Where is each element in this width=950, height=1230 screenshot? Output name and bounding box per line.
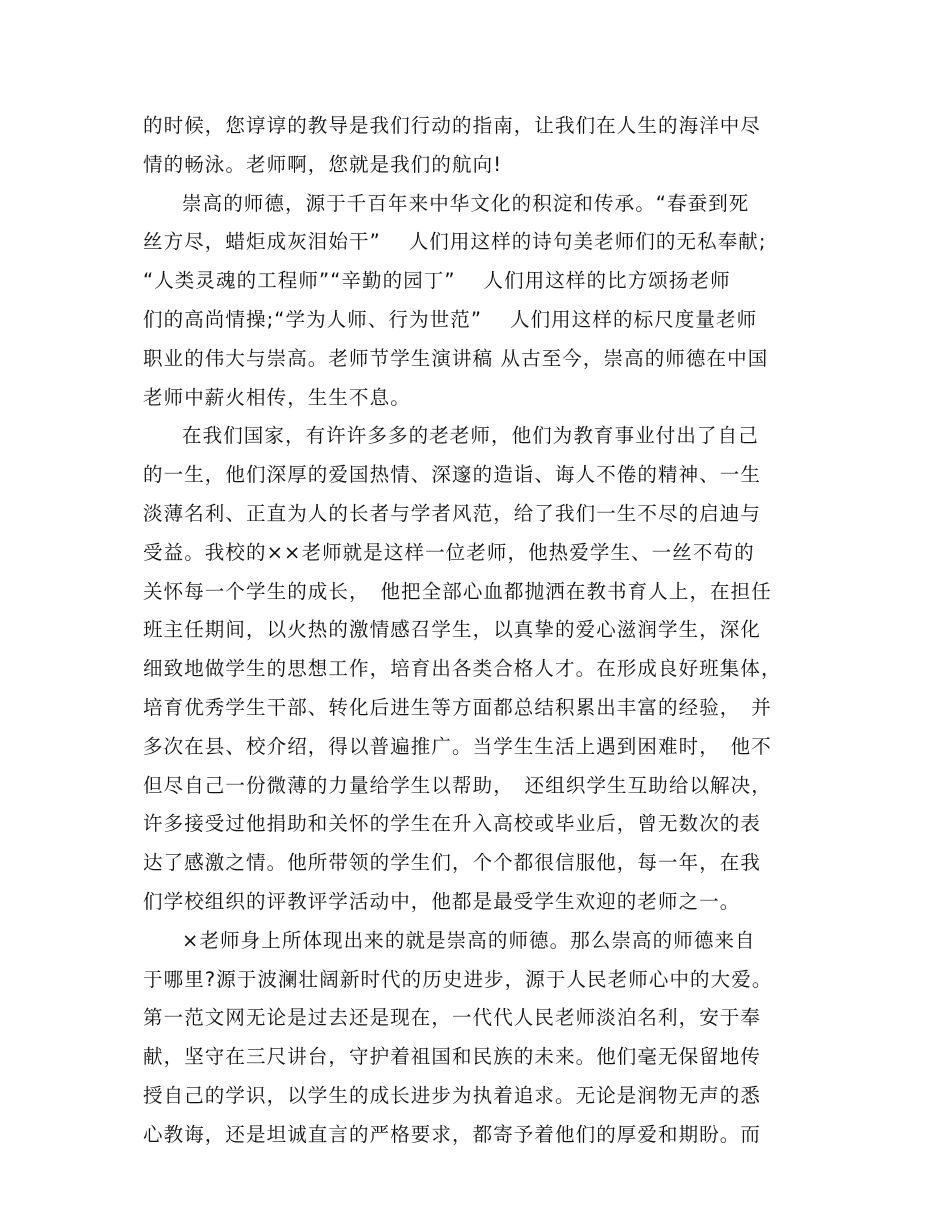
text-line: 心教诲，还是坦诚直言的严格要求，都寄予着他们的厚爱和期盼。而 [143,1122,762,1146]
text-line: 关怀每一个学生的成长， 他把全部心血都抛洒在教书育人上，在担任 [143,579,772,603]
text-line: 们学校组织的评教评学活动中，他都是最受学生欢迎的老师之一。 [143,889,741,913]
body-text [143,107,803,1155]
text-line: 许多接受过他捐助和关怀的学生在升入高校或毕业后，曾无数次的表 [143,812,762,836]
text-line: 多次在县、校介绍，得以普遍推广。当学生生活上遇到困难时， 他不 [143,734,772,758]
text-line: 班主任期间，以火热的激情感召学生，以真挚的爱心滋润学生，深化 [143,618,762,642]
text-line: 们的高尚情操;“学为人师、行为世范” 人们用这样的标尺度量老师 [143,307,758,331]
text-line: 于哪里?源于波澜壮阔新时代的历史进步，源于人民老师心中的大爱。 [143,967,773,991]
paragraph-first-line: ×老师身上所体现出来的就是崇高的师德。那么崇高的师德来自 [182,928,756,952]
text-line: 但尽自己一份微薄的力量给学生以帮助， 还组织学生互助给以解决， [143,773,772,797]
text-line: 职业的伟大与崇高。老师节学生演讲稿 从古至今，崇高的师德在中国 [143,346,769,370]
text-line: “人类灵魂的工程师”“辛勤的园丁” 人们用这样的比方颂扬老师 [143,269,731,293]
text-line: 细致地做学生的思想工作，培育出各类合格人才。在形成良好班集体， [143,657,782,681]
text-line: 的时候，您谆谆的教导是我们行动的指南，让我们在人生的海洋中尽 [143,114,762,137]
text-line: 淡薄名利、正直为人的长者与学者风范，给了我们一生不尽的启迪与 [143,501,762,525]
text-line: 丝方尽，蜡炬成灰泪始干” 人们用这样的诗句美老师们的无私奉献; [143,230,767,254]
text-line: 培育优秀学生干部、转化后进生等方面都总结积累出丰富的经验， 并 [143,695,772,719]
text-line: 第一范文网无论是过去还是现在，一代代人民老师淡泊名利，安于奉 [143,1006,762,1030]
text-line: 达了感激之情。他所带领的学生们，个个都很信服他，每一年，在我 [143,851,762,875]
paragraph-first-line: 在我们国家，有许许多多的老老师，他们为教育事业付出了自己 [182,424,759,448]
text-line: 授自己的学识，以学生的成长进步为执着追求。无论是润物无声的悉 [143,1083,762,1107]
text-line: 的一生，他们深厚的爱国热情、深邃的造诣、诲人不倦的精神、一生 [143,463,762,487]
text-line: 受益。我校的××老师就是这样一位老师，他热爱学生、一丝不苟的 [143,540,755,564]
text-line: 情的畅泳。老师啊，您就是我们的航向! [143,152,503,176]
paragraph-first-line: 崇高的师德，源于千百年来中华文化的积淀和传承。“春蚕到死 [182,191,750,215]
text-line: 献，坚守在三尺讲台，守护着祖国和民族的未来。他们毫无保留地传 [143,1045,762,1069]
text-line: 老师中薪火相传，生生不息。 [143,385,411,409]
